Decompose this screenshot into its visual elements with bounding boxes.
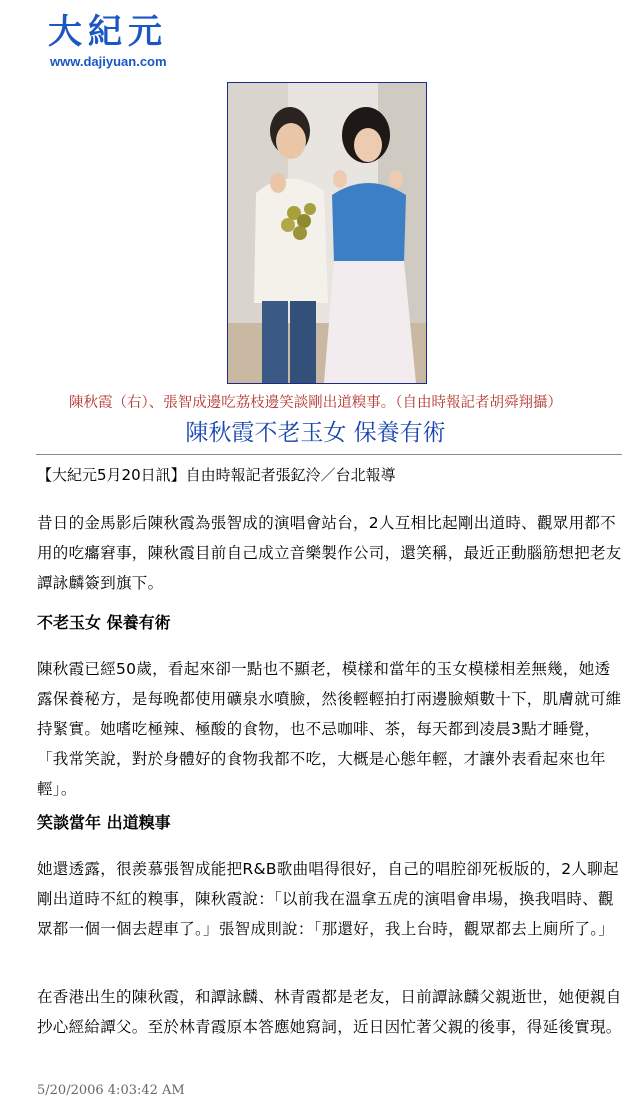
logo-wordmark: 大紀元 [48, 12, 168, 52]
article-paragraph: 陳秋霞已經50歲，看起來卻一點也不顯老，模樣和當年的玉女模樣相差無幾，她透露保養秘方，是每晚都使用礦泉水噴臉，然後輕輕拍打兩邊臉頰數十下，肌膚就可維持緊實。她嗜吃極辣、極酸的食物，也不忌咖啡、茶，每天都到凌晨3點才睡覺，「我常笑說，對於身體好的食物我都不吃，大概是心態年輕，才讓外表看起來也年輕」。 [37, 660, 622, 798]
article-timestamp: 5/20/2006 4:03:42 AM [37, 1083, 185, 1098]
divider [36, 454, 622, 455]
article-headline: 陳秋霞不老玉女 保養有術 [185, 420, 446, 446]
site-logo[interactable] [48, 12, 198, 72]
article-photo [227, 82, 427, 384]
article-paragraph: 她還透露，很羨慕張智成能把R&B歌曲唱得很好，自己的唱腔卻死板版的，2人聊起剛出道時不紅的糗事，陳秋霞說：「以前我在溫拿五虎的演唱會串場，換我唱時、觀眾都一個一個去趕車了。」張智成則說：「那還好，我上台時，觀眾都去上廁所了。」 [37, 860, 619, 938]
article-paragraph: 昔日的金馬影后陳秋霞為張智成的演唱會站台，2人互相比起剛出道時、觀眾用都不用的吃癟窘事，陳秋霞目前自己成立音樂製作公司，還笑稱，最近正動腦筋想把老友譚詠麟簽到旗下。 [37, 514, 622, 592]
photo-caption: 陳秋霞（右）、張智成邊吃荔枝邊笑談剛出道糗事。（自由時報記者胡舜翔攝） [69, 395, 562, 411]
article-byline: 【大紀元5月20日訊】自由時報記者張釔泠／台北報導 [37, 466, 396, 484]
article-subhead: 不老玉女 保養有術 [37, 613, 171, 632]
article-subhead: 笑談當年 出道糗事 [37, 813, 171, 832]
article-paragraph: 在香港出生的陳秋霞，和譚詠麟、林青霞都是老友，日前譚詠麟父親逝世，她便親自抄心經給譚父。至於林青霞原本答應她寫詞，近日因忙著父親的後事，得延後實現。 [37, 988, 622, 1036]
photo-illustration [228, 83, 426, 383]
logo-url: www.dajiyuan.com [50, 54, 167, 69]
